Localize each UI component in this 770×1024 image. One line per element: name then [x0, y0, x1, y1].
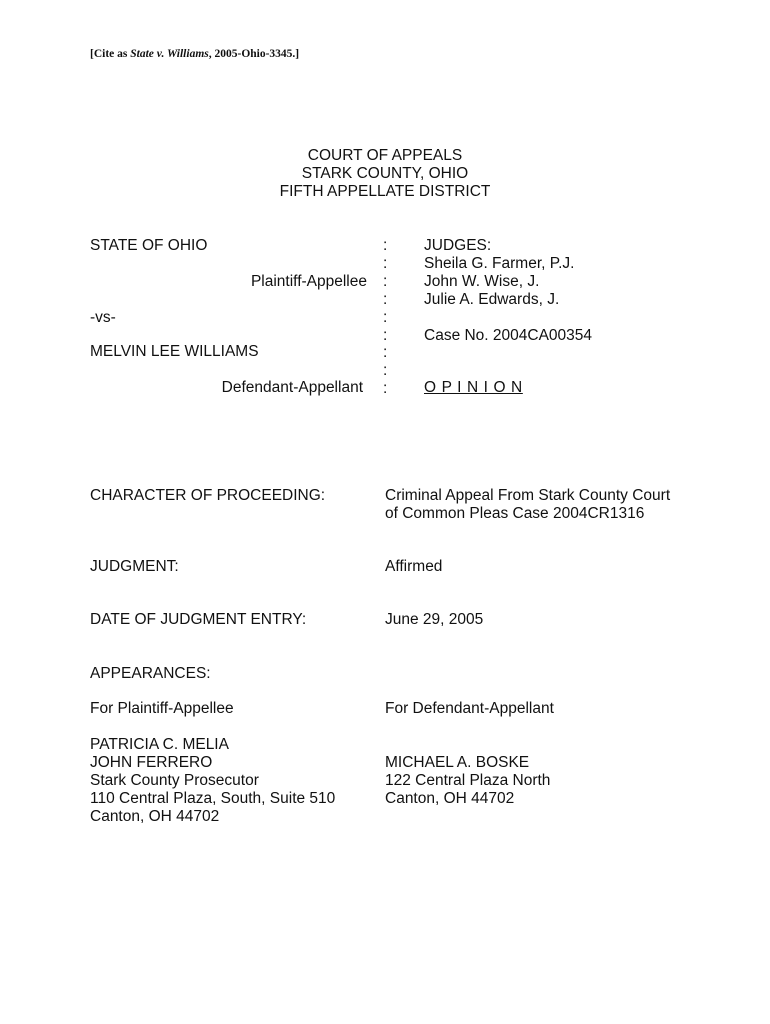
plaintiff-counsel-line: PATRICIA C. MELIA: [90, 736, 229, 753]
date-value: June 29, 2005: [385, 611, 484, 628]
proceeding-value: of Common Pleas Case 2004CR1316: [385, 505, 645, 522]
opinion-heading: O P I N I O N: [424, 379, 523, 396]
caption-colon: :: [383, 237, 388, 254]
defendant-counsel-heading: For Defendant-Appellant: [385, 700, 554, 717]
plaintiff-counsel-heading: For Plaintiff-Appellee: [90, 700, 234, 717]
plaintiff-counsel-line: 110 Central Plaza, South, Suite 510: [90, 790, 336, 807]
court-name: COURT OF APPEALS: [307, 147, 463, 164]
judge-name: Julie A. Edwards, J.: [424, 291, 560, 308]
citation: [90, 45, 299, 63]
plaintiff-counsel-line: Stark County Prosecutor: [90, 772, 259, 789]
defendant-counsel-line: MICHAEL A. BOSKE: [385, 754, 530, 771]
caption-colon: :: [383, 255, 388, 272]
judge-name: John W. Wise, J.: [424, 273, 540, 290]
plaintiff-counsel-line: Canton, OH 44702: [90, 808, 220, 825]
caption-colon: :: [383, 309, 388, 326]
defendant-role: Defendant-Appellant: [221, 379, 363, 396]
appearances-heading: APPEARANCES:: [90, 665, 211, 682]
case-number: Case No. 2004CA00354: [424, 327, 593, 344]
court-county: STARK COUNTY, OHIO: [301, 165, 469, 182]
plaintiff-name: STATE OF OHIO: [90, 237, 208, 254]
judge-name: Sheila G. Farmer, P.J.: [424, 255, 575, 272]
judgment-label: JUDGMENT:: [90, 558, 179, 575]
court-district: FIFTH APPELLATE DISTRICT: [279, 183, 491, 200]
proceeding-value: Criminal Appeal From Stark County Court: [385, 487, 671, 504]
versus-label: -vs-: [90, 309, 116, 326]
defendant-counsel-line: 122 Central Plaza North: [385, 772, 551, 789]
caption-colon: :: [383, 273, 388, 290]
plaintiff-counsel-line: JOHN FERRERO: [90, 754, 213, 771]
defendant-counsel-line: Canton, OH 44702: [385, 790, 515, 807]
proceeding-label: CHARACTER OF PROCEEDING:: [90, 487, 326, 504]
judges-heading: JUDGES:: [424, 237, 492, 254]
date-label: DATE OF JUDGMENT ENTRY:: [90, 611, 307, 628]
citation-suffix: , 2005-Ohio-3345.]: [208, 48, 300, 60]
judgment-value: Affirmed: [385, 558, 443, 575]
citation-prefix: [Cite as: [90, 48, 131, 60]
caption-colon: :: [383, 327, 388, 344]
caption-colon: :: [383, 291, 388, 308]
caption-colon: :: [383, 344, 388, 361]
citation-case-name: State v. Williams: [130, 48, 209, 60]
defendant-name: MELVIN LEE WILLIAMS: [90, 343, 259, 360]
caption-colon: :: [383, 362, 388, 379]
caption-colon: :: [383, 380, 388, 397]
plaintiff-role: Plaintiff-Appellee: [250, 273, 367, 290]
